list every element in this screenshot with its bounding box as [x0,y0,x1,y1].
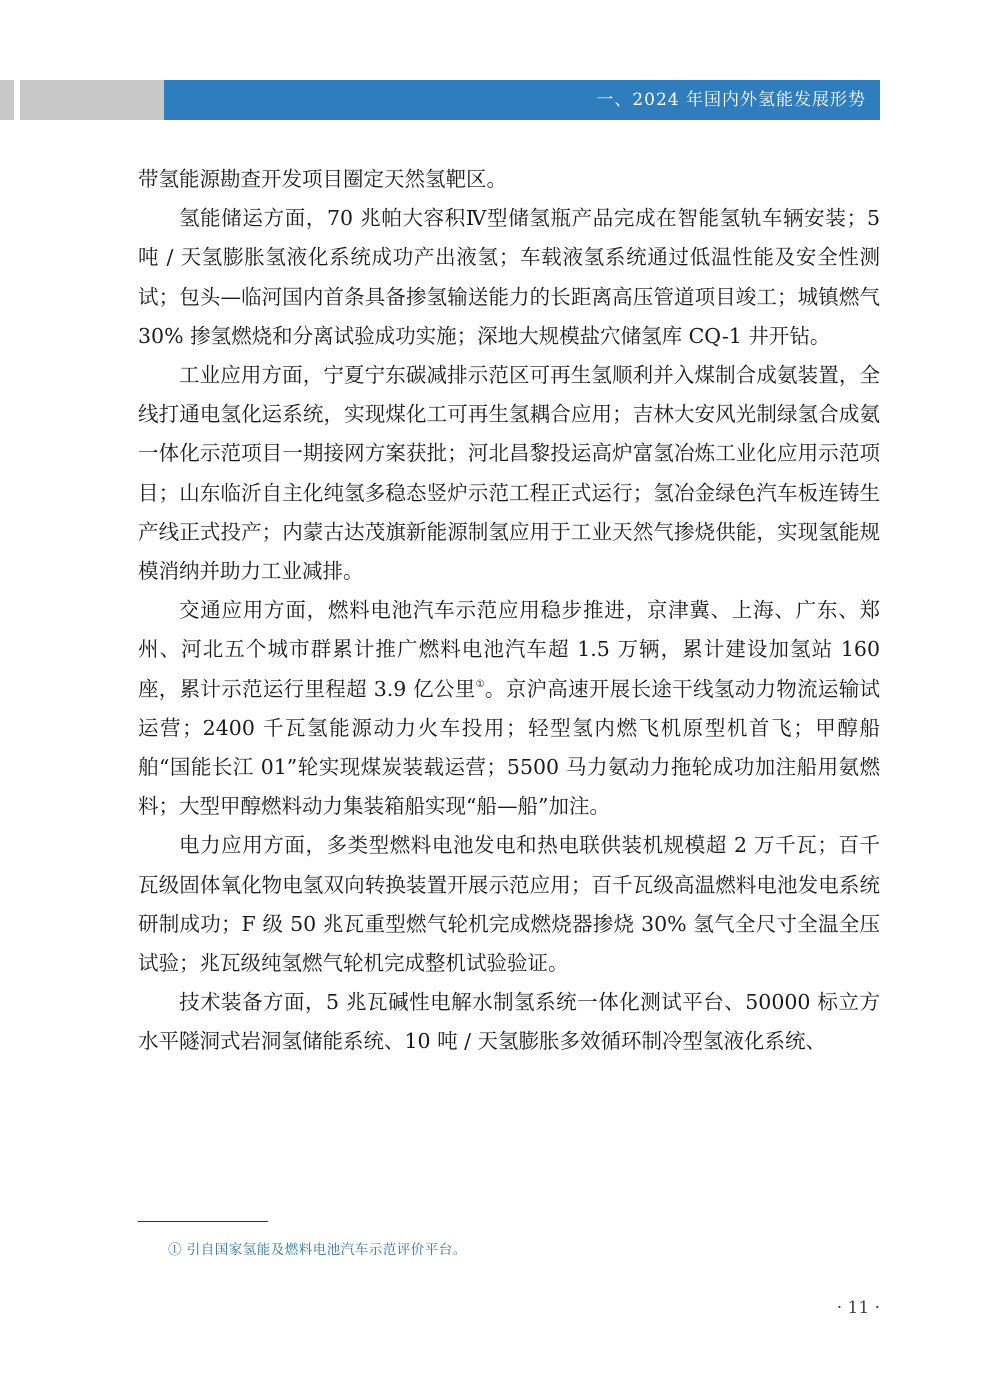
paragraph-text-part: 交通应用方面，燃料电池汽车示范应用稳步推进，京津冀、上海、广东、郑州、河北五个城市群累计推广燃料电池汽车超 1.5 万辆，累计建设加氢站 160 座，累计示范运行里程超 3.9 亿公里 [138,598,880,701]
paragraph-power-application: 电力应用方面，多类型燃料电池发电和热电联供装机规模超 2 万千瓦；百千瓦级固体氧化物电氢双向转换装置开展示范应用；百千瓦级高温燃料电池发电系统研制成功；F 级 50 兆瓦重型燃气轮机完成燃烧器掺烧 30% 氢气全尺寸全温全压试验；兆瓦级纯氢燃气轮机完成整机试验验证。 [138,833,880,976]
body-text [138,160,880,1062]
footnote-reference[interactable]: ① [475,678,485,690]
footnote: ① 引自国家氢能及燃料电池汽车示范评价平台。 [168,1242,467,1258]
footnote-divider [138,1221,268,1222]
paragraph-transport-application [138,591,880,826]
page-number: · 11 · [836,1298,880,1318]
paragraph-storage-transport: 氢能储运方面，70 兆帕大容积Ⅳ型储氢瓶产品完成在智能氢轨车辆安装；5 吨 / 天氢膨胀氢液化系统成功产出液氢；车载液氢系统通过低温性能及安全性测试；包头—临河国内首条具备掺氢输送能力的长距离高压管道项目竣工；城镇燃气 30% 掺氢燃烧和分离试验成功实施；深地大规模盐穴储氢库 CQ-1 井开钻。 [138,206,880,348]
paragraph-technical-equipment: 技术装备方面，5 兆瓦碱性电解水制氢系统一体化测试平台、50000 标立方水平隧洞式岩洞氢储能系统、10 吨 / 天氢膨胀多效循环制冷型氢液化系统、 [138,990,880,1054]
header-gray-block [20,80,164,120]
header-gray-tab-left [0,80,14,120]
paragraph-industrial-application: 工业应用方面，宁夏宁东碳减排示范区可再生氢顺利并入煤制合成氨装置，全线打通电氢化运系统，实现煤化工可再生氢耦合应用；吉林大安风光制绿氢合成氨一体化示范项目一期接网方案获批；河北昌黎投运高炉富氢冶炼工业化应用示范项目；山东临沂自主化纯氢多稳态竖炉示范工程正式运行；氢冶金绿色汽车板连铸生产线正式投产；内蒙古达茂旗新能源制氢应用于工业天然气掺烧供能，实现氢能规模消纳并助力工业减排。 [138,363,880,584]
paragraph-continuation: 带氢能源勘查开发项目圈定天然氢靶区。 [138,167,507,191]
header-bar [164,80,880,120]
running-header-title: 一、2024 年国内外氢能发展形势 [596,90,866,110]
paragraph-text-part: 。京沪高速开展长途干线氢动力物流运输试运营；2400 千瓦氢能源动力火车投用；轻型氢内燃飞机原型机首飞；甲醇船舶“国能长江 01”轮实现煤炭装载运营；5500 马力氨动力拖轮成功加注船用氨燃料；大型甲醇燃料动力集装箱船实现“船—船”加注。 [138,676,881,819]
